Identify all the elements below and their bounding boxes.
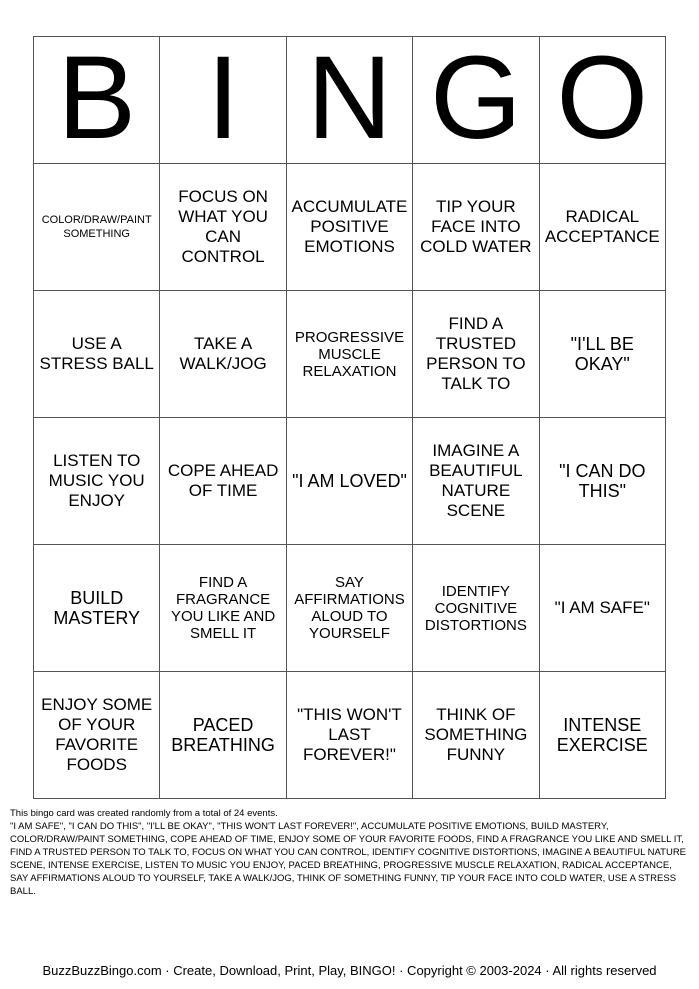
info-summary: This bingo card was created randomly from a total of 24 events. [10,808,278,819]
square-text: SAY AFFIRMATIONS ALOUD TO YOURSELF [294,574,405,642]
square-text: FOCUS ON WHAT YOU CAN CONTROL [178,187,268,266]
card-row [34,164,666,291]
header-letter: G [429,36,522,164]
bingo-square [539,164,665,291]
square-text: FIND A TRUSTED PERSON TO TALK TO [426,314,526,393]
square-text: INTENSE EXERCISE [556,715,648,755]
bingo-square [34,418,160,545]
bingo-square [286,545,412,672]
bingo-square [539,291,665,418]
header-cell-i [160,37,286,164]
header-letter: I [206,36,240,164]
bingo-square [539,545,665,672]
header-letter: O [556,36,649,164]
header-letter: N [306,36,393,164]
square-text: THINK OF SOMETHING FUNNY [424,705,528,764]
bingo-square [34,291,160,418]
event-list-info [10,807,690,898]
info-events: "I AM SAFE", "I CAN DO THIS", "I'LL BE OKAY", "THIS WON'T LAST FOREVER!", ACCUMULATE POSITIVE EMOTIONS, BUILD MASTERY, COLOR/DRAW/PAINT SOMETHING, COPE AHEAD OF TIME, ENJOY SOME OF YOUR FAVORITE FOODS, FIND A FRAGRANCE YOU LIKE AND SMELL IT, FIND A TRUSTED PERSON TO TALK TO, FOCUS ON WHAT YOU CAN CONTROL, IDENTIFY COGNITIVE DISTORTIONS, IMAGINE A BEAUTIFUL NATURE SCENE, INTENSE EXERCISE, LISTEN TO MUSIC YOU ENJOY, PACED BREATHING, PROGRESSIVE MUSCLE RELAXATION, RADICAL ACCEPTANCE, SAY AFFIRMATIONS ALOUD TO YOURSELF, TAKE A WALK/JOG, THINK OF SOMETHING FUNNY, TIP YOUR FACE INTO COLD WATER, USE A STRESS BALL. [10,821,687,897]
header-row [34,37,666,164]
bingo-square [160,545,286,672]
header-letter: B [57,36,137,164]
bingo-square [413,545,539,672]
bingo-square [34,672,160,799]
square-text: IMAGINE A BEAUTIFUL NATURE SCENE [429,441,523,520]
bingo-square [539,418,665,545]
footer-text: BuzzBuzzBingo.com · Create, Download, Print, Play, BINGO! · Copyright © 2003-2024 · All rights reserved [42,963,657,978]
bingo-square [413,418,539,545]
square-text: "I CAN DO THIS" [559,461,646,501]
square-text: RADICAL ACCEPTANCE [544,207,660,246]
square-text: COPE AHEAD OF TIME [167,461,279,500]
square-text: ENJOY SOME OF YOUR FAVORITE FOODS [41,695,153,774]
square-text: BUILD MASTERY [53,588,141,628]
square-text: PACED BREATHING [171,715,275,755]
header-cell-b [34,37,160,164]
square-text: ACCUMULATE POSITIVE EMOTIONS [291,197,408,256]
bingo-square [413,291,539,418]
square-text: LISTEN TO MUSIC YOU ENJOY [48,451,145,510]
bingo-square [413,164,539,291]
bingo-square [286,418,412,545]
square-text: "I'LL BE OKAY" [570,334,634,374]
bingo-square [160,291,286,418]
bingo-square [160,672,286,799]
square-text: USE A STRESS BALL [39,334,154,373]
square-text: "I AM LOVED" [292,471,407,491]
bingo-square [34,545,160,672]
bingo-square [286,672,412,799]
bingo-square [539,672,665,799]
square-text: TIP YOUR FACE INTO COLD WATER [420,197,532,256]
square-text: PROGRESSIVE MUSCLE RELAXATION [294,328,405,380]
card-row [34,291,666,418]
bingo-square [160,418,286,545]
card-row [34,545,666,672]
header-cell-o [539,37,665,164]
bingo-square [160,164,286,291]
square-text: IDENTIFY COGNITIVE DISTORTIONS [424,582,527,634]
bingo-square [413,672,539,799]
bingo-card [33,36,666,799]
square-text: TAKE A WALK/JOG [179,334,267,373]
bingo-square [286,164,412,291]
card-row [34,418,666,545]
bingo-square [286,291,412,418]
bingo-square [34,164,160,291]
square-text: "I AM SAFE" [554,598,650,617]
card-row [34,672,666,799]
header-cell-n [286,37,412,164]
square-text: "THIS WON'T LAST FOREVER!" [297,705,402,764]
square-text: FIND A FRAGRANCE YOU LIKE AND SMELL IT [170,574,276,642]
square-text: COLOR/DRAW/PAINT SOMETHING [41,214,152,240]
header-cell-g [413,37,539,164]
